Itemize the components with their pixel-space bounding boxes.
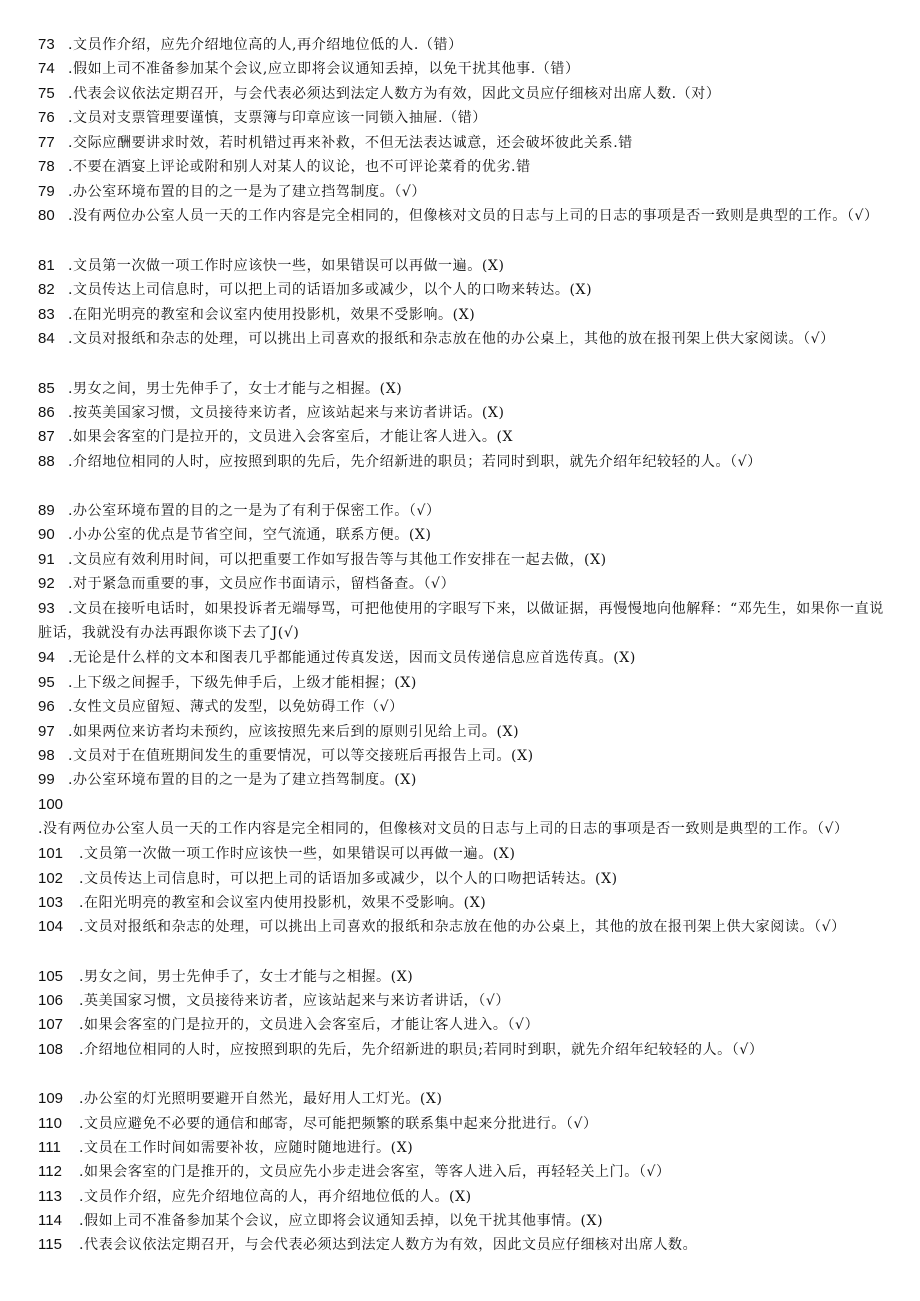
question-item [38,1038,886,1062]
question-text: .交际应酬要讲求时效，若时机错过再来补救，不但无法表达诚意，还会破坏彼此关系.错 [68,135,633,151]
question-item [38,33,886,57]
question-text: .文员对支票管理要谨慎，支票簿与印章应该一同锁入抽屉.（错） [68,110,487,126]
question-text: .文员传达上司信息时，可以把上司的话语加多或减少，以个人的口吻把话转达。(X) [79,871,618,887]
question-text: .办公室环境布置的目的之一是为了建立挡驾制度。（√） [68,184,426,200]
question-item [38,155,886,179]
question-number: 101 [38,845,64,862]
question-number: 109 [38,1090,64,1107]
question-number: 91 [38,551,55,568]
question-number: 102 [38,870,64,887]
question-number: 95 [38,674,55,691]
question-item [38,1136,886,1160]
question-number: 108 [38,1041,64,1058]
question-item [38,891,886,915]
question-item [38,377,886,401]
question-text: .不要在酒宴上评论或附和别人对某人的议论，也不可评论菜肴的优劣.错 [68,159,531,175]
question-number: 87 [38,428,55,445]
question-number: 85 [38,380,55,397]
question-item [38,523,886,547]
question-item [38,793,886,842]
question-text: .英美国家习惯，文员接待来访者，应该站起来与来访者讲话，（√） [79,993,510,1009]
question-number: 82 [38,281,55,298]
question-item [38,180,886,204]
question-item [38,965,886,989]
question-item [38,548,886,572]
question-number: 103 [38,894,64,911]
question-text: .文员对报纸和杂志的处理，可以挑出上司喜欢的报纸和杂志放在他的办公桌上，其他的放在报刊架上供大家阅读。（√） [68,331,835,347]
question-text: .假如上司不准备参加某个会议,应立即将会议通知丢掉，以免干扰其他事.（错） [68,61,580,77]
question-text: .文员应有效利用时间，可以把重要工作如写报告等与其他工作安排在一起去做，(X) [68,552,607,568]
question-number: 80 [38,207,55,224]
question-text: .女性文员应留短、薄式的发型，以免妨碍工作（√） [68,699,404,715]
question-item [38,1087,886,1111]
question-number: 96 [38,698,55,715]
question-item [38,1209,886,1233]
question-text: .文员对于在值班期间发生的重要情况，可以等交接班后再报告上司。(X) [68,748,534,764]
question-item [38,327,886,351]
question-item [38,989,886,1013]
question-number: 100 [38,796,64,813]
question-item [38,425,886,449]
question-text: .介绍地位相同的人时，应按照到职的先后，先介绍新进的职员;若同时到职，就先介绍年纪较轻的人。（√） [79,1042,764,1058]
question-text: .如果会客室的门是拉开的，文员进入会客室后，才能让客人进入。（√） [79,1017,540,1033]
question-number: 89 [38,502,55,519]
question-text: .文员作介绍，应先介绍地位高的人，再介绍地位低的人。(X) [79,1189,472,1205]
question-text: .在阳光明亮的教室和会议室内使用投影机，效果不受影响。(X) [68,307,476,323]
question-text: .小办公室的优点是节省空间，空气流通，联系方便。(X) [68,527,432,543]
question-item [38,744,886,768]
question-number: 84 [38,330,55,347]
question-number: 76 [38,109,55,126]
question-number: 112 [38,1163,62,1180]
question-text: .文员在接听电话时，如果投诉者无端辱骂，可把他使用的字眼写下来，以做证据，再慢慢地向他解释：“邓先生，如果你一直说脏话，我就没有办法再跟你谈下去了J(√) [38,601,884,642]
question-number: 115 [38,1236,62,1253]
question-text: .没有两位办公室人员一天的工作内容是完全相同的，但像核对文员的日志与上司的日志的事项是否一致则是典型的工作。（√） [68,208,879,224]
question-number: 99 [38,771,55,788]
question-number: 98 [38,747,55,764]
question-text: .在阳光明亮的教室和会议室内使用投影机，效果不受影响。(X) [79,895,487,911]
question-text: .没有两位办公室人员一天的工作内容是完全相同的，但像核对文员的日志与上司的日志的事项是否一致则是典型的工作。（√） [38,821,849,838]
question-text: .如果会客室的门是推开的，文员应先小步走进会客室，等客人进入后，再轻轻关上门。（√） [79,1164,671,1180]
question-text: .如果会客室的门是拉开的，文员进入会客室后，才能让客人进入。(X [68,429,514,445]
question-text: .对于紧急而重要的事，文员应作书面请示，留档备查。（√） [68,576,456,592]
question-number: 90 [38,526,55,543]
question-item [38,671,886,695]
question-number: 104 [38,918,64,935]
question-item [38,915,886,939]
question-item [38,401,886,425]
question-text: .如果两位来访者均未预约，应该按照先来后到的原则引见给上司。(X) [68,724,520,740]
question-item [38,842,886,866]
question-text: .文员应避免不必要的通信和邮寄，尽可能把频繁的联系集中起来分批进行。（√） [79,1116,598,1132]
question-item [38,1185,886,1209]
question-text: .假如上司不准备参加某个会议，应立即将会议通知丢掉，以免干扰其他事情。(X) [79,1213,604,1229]
question-number: 114 [38,1212,62,1229]
question-number: 75 [38,85,55,102]
question-text: .文员第一次做一项工作时应该快一些，如果错误可以再做一遍。(X) [68,258,505,274]
question-number: 92 [38,575,55,592]
question-item [38,867,886,891]
question-item [38,450,886,474]
question-item [38,720,886,744]
question-item [38,82,886,106]
question-item [38,254,886,278]
question-number: 113 [38,1188,62,1205]
question-number: 77 [38,134,55,151]
question-number: 83 [38,306,55,323]
question-text: .文员第一次做一项工作时应该快一些，如果错误可以再做一遍。(X) [79,846,516,862]
question-item [38,106,886,130]
question-item [38,303,886,327]
question-number: 107 [38,1016,64,1033]
question-item [38,1160,886,1184]
question-item [38,1112,886,1136]
question-text: .按英美国家习惯，文员接待来访者，应该站起来与来访者讲话。(X) [68,405,505,421]
question-number: 93 [38,600,55,617]
question-text: .办公室环境布置的目的之一是为了有利于保密工作。（√） [68,503,441,519]
question-number: 111 [38,1139,61,1156]
question-item [38,499,886,523]
question-text: .上下级之间握手，下级先伸手后，上级才能相握；(X) [68,675,417,691]
question-text: .男女之间，男士先伸手了，女士才能与之相握。(X) [68,381,403,397]
question-text: .办公室的灯光照明要避开自然光，最好用人工灯光。(X) [79,1091,443,1107]
question-number: 97 [38,723,55,740]
question-number: 74 [38,60,55,77]
question-item [38,597,886,646]
question-text: .男女之间，男士先伸手了，女士才能与之相握。(X) [79,969,414,985]
question-item [38,768,886,792]
question-number: 86 [38,404,55,421]
question-item [38,57,886,81]
question-number: 94 [38,649,55,666]
question-number: 110 [38,1115,62,1132]
question-text: .文员作介绍，应先介绍地位高的人,再介绍地位低的人.（错） [68,37,463,53]
question-number: 73 [38,36,55,53]
question-number: 106 [38,992,64,1009]
question-text: .文员传达上司信息时，可以把上司的话语加多或减少，以个人的口吻来转达。(X) [68,282,593,298]
question-item [38,204,886,228]
question-text: .文员在工作时间如需要补妆，应随时随地进行。(X) [79,1140,414,1156]
question-text: .代表会议依法定期召开，与会代表必须达到法定人数方为有效，因此文员应仔细核对出席人数.（对） [68,86,721,102]
question-item [38,646,886,670]
question-text: .代表会议依法定期召开，与会代表必须达到法定人数方为有效，因此文员应仔细核对出席人数。 [79,1237,698,1253]
question-text: .介绍地位相同的人时，应按照到职的先后，先介绍新进的职员；若同时到职，就先介绍年纪较轻的人。（√） [68,454,762,470]
question-item [38,1233,886,1257]
question-number: 79 [38,183,55,200]
question-number: 81 [38,257,55,274]
question-item [38,572,886,596]
question-number: 78 [38,158,55,175]
question-text: .无论是什么样的文本和图表几乎都能通过传真发送，因而文员传递信息应首选传真。(X) [68,650,636,666]
question-text: .办公室环境布置的目的之一是为了建立挡驾制度。(X) [68,772,417,788]
question-item [38,131,886,155]
question-number: 105 [38,968,64,985]
question-text: .文员对报纸和杂志的处理，可以挑出上司喜欢的报纸和杂志放在他的办公桌上，其他的放在报刊架上供大家阅读。（√） [79,919,846,935]
question-number: 88 [38,453,55,470]
question-item [38,1013,886,1037]
question-item [38,695,886,719]
question-item [38,278,886,302]
